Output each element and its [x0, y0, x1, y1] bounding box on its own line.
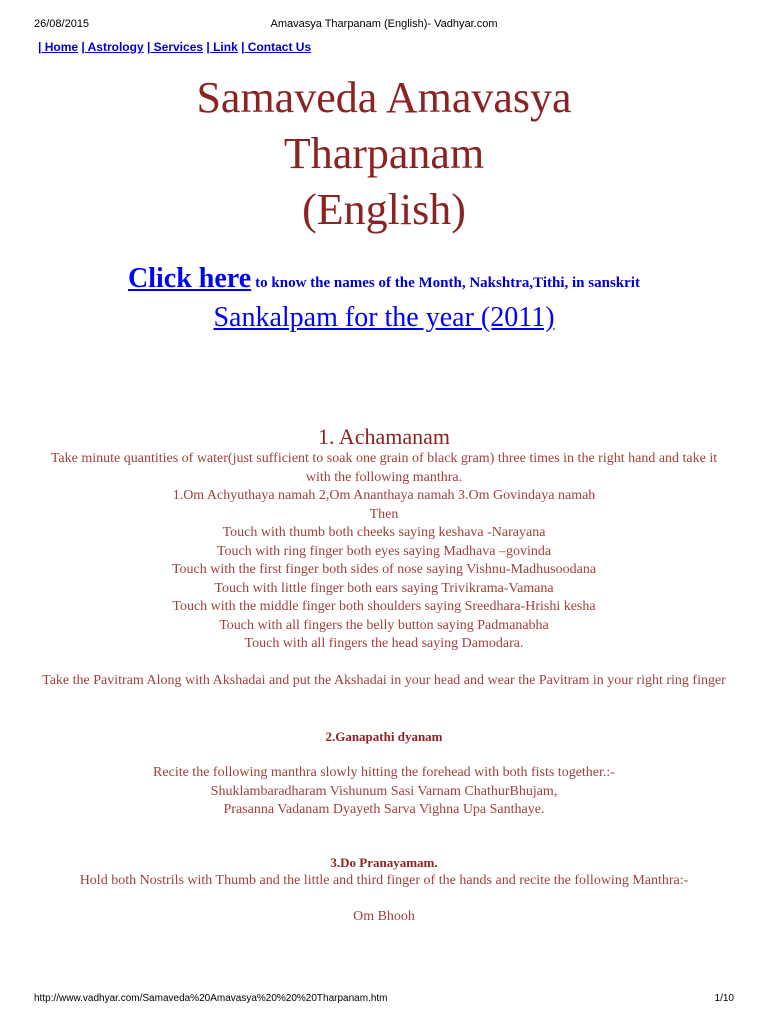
- title-line-2: Tharpanam: [283, 129, 485, 178]
- achamanam-section: [40, 450, 728, 690]
- click-here-description: to know the names of the Month, Nakshtra,Tithi, in sanskrit: [255, 275, 640, 291]
- print-date: 26/08/2015: [34, 18, 90, 30]
- pranayamam-section: [40, 872, 728, 927]
- print-page-title: Amavasya Tharpanam (English)- Vadhyar.com: [270, 18, 498, 30]
- pranayamam-intro: Hold both Nostrils with Thumb and the little and third finger of the hands and recite the following Manthra:-: [79, 872, 689, 888]
- ganapathi-line: Recite the following manthra slowly hitting the forehead with both fists together.:-: [153, 765, 615, 780]
- achamanam-line: Touch with all fingers the belly button saying Padmanabha: [219, 617, 549, 633]
- pranayamam-line: Om Bhooh: [353, 909, 415, 924]
- ganapathi-line: Prasanna Vadanam Dyayeth Sarva Vighna Upa Santhaye.: [223, 802, 545, 817]
- nav-link-link[interactable]: | Link: [206, 40, 238, 54]
- title-line-1: Samaveda Amavasya: [196, 73, 572, 122]
- nav-home-link[interactable]: | Home: [38, 40, 79, 54]
- ganapathi-line: Shuklambaradharam Vishunum Sasi Varnam ChathurBhujam,: [210, 783, 558, 799]
- section-heading-ganapathi: 2.Ganapathi dyanam: [325, 729, 443, 744]
- achamanam-line: Touch with the first finger both sides of nose saying Vishnu-Madhusoodana: [171, 562, 597, 577]
- sankalpam-line: [40, 302, 728, 334]
- nav-services-link[interactable]: | Services: [146, 40, 204, 54]
- print-url: http://www.vadhyar.com/Samaveda%20Amavasya%20%20%20Tharpanam.htm: [34, 993, 388, 1004]
- page-number: 1/10: [714, 993, 734, 1004]
- achamanam-line: Touch with little finger both ears saying Trivikrama-Vamana: [214, 580, 554, 596]
- section-heading-achamanam: 1. Achamanam: [318, 424, 450, 449]
- ganapathi-section: [40, 764, 728, 820]
- pavitram-instruction: Take the Pavitram Along with Akshadai and put the Akshadai in your head and wear the Pavitram in your right ring finger: [42, 672, 726, 688]
- main-content: [40, 70, 728, 927]
- click-here-link[interactable]: Click here: [128, 263, 252, 294]
- achamanam-line: 1.Om Achyuthaya namah 2,Om Ananthaya namah 3.Om Govindaya namah: [172, 488, 596, 503]
- achamanam-line: Touch with all fingers the head saying Damodara.: [244, 636, 524, 651]
- achamanam-line: Then: [369, 506, 399, 522]
- achamanam-line: Touch with thumb both cheeks saying keshava -Narayana: [222, 525, 546, 540]
- top-nav: [38, 40, 311, 54]
- sankalpam-link[interactable]: Sankalpam for the year (2011): [213, 302, 555, 333]
- achamanam-intro: Take minute quantities of water(just sufficient to soak one grain of black gram) three times in the right hand and take it with the following manthra.: [50, 451, 718, 485]
- section-heading-pranayamam: 3.Do Pranayamam.: [330, 854, 438, 870]
- nav-contact-link[interactable]: | Contact Us: [241, 40, 312, 54]
- page-title: [40, 70, 728, 238]
- nav-astrology-link[interactable]: | Astrology: [81, 40, 144, 54]
- title-line-3: (English): [302, 185, 466, 234]
- achamanam-line: Touch with the middle finger both shoulders saying Sreedhara-Hrishi kesha: [172, 599, 596, 614]
- click-here-line: [40, 262, 728, 300]
- achamanam-line: Touch with ring finger both eyes saying Madhava –govinda: [216, 543, 552, 559]
